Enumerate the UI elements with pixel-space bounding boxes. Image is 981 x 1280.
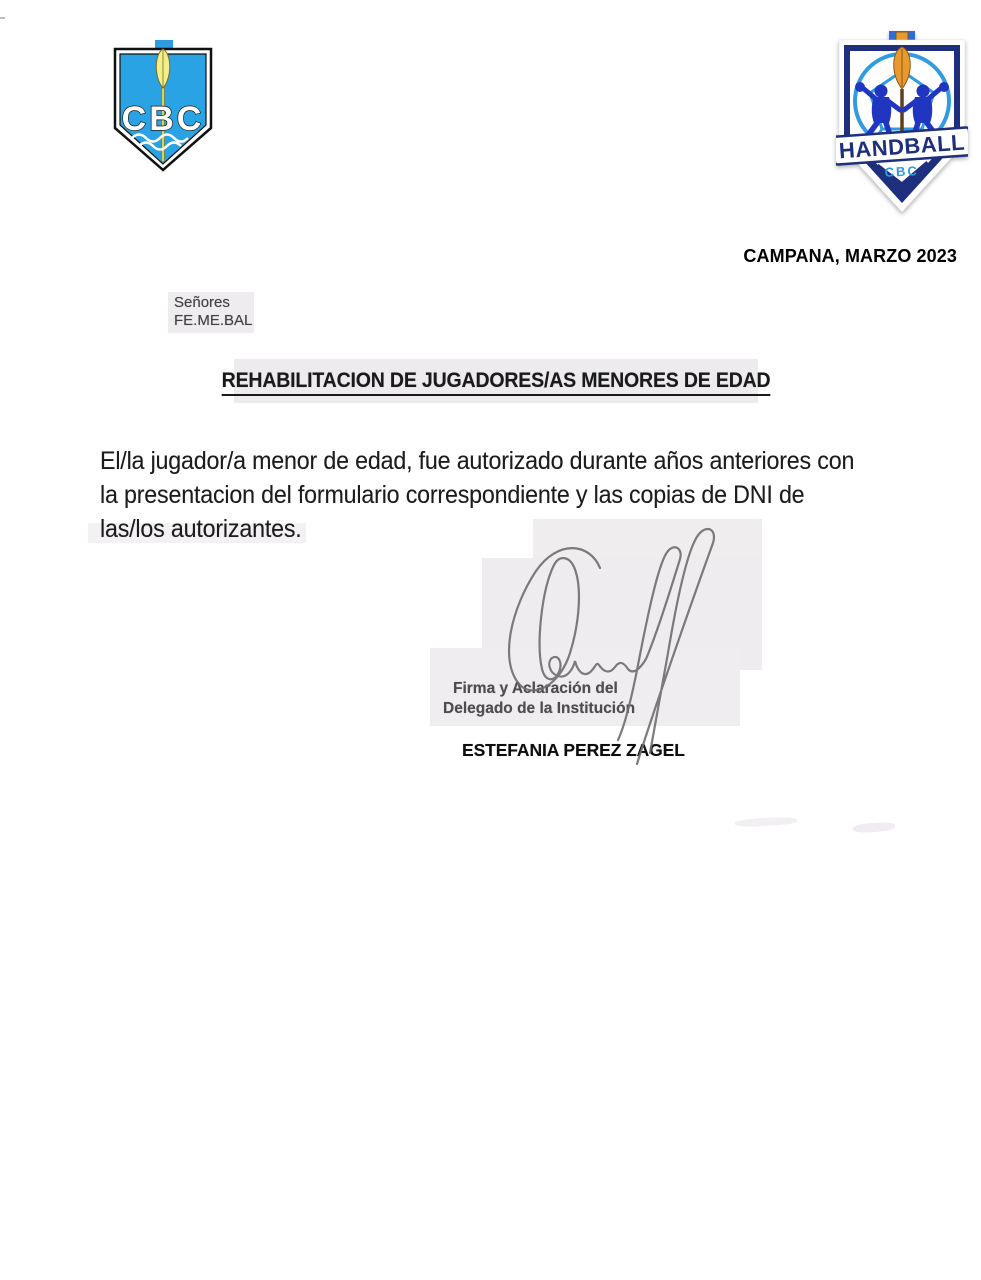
signatory-name: ESTEFANIA PEREZ ZAGEL [462, 740, 685, 760]
document-title-strip [221, 359, 771, 403]
body-line: El/la jugador/a menor de edad, fue autorizado durante años anteriores con [100, 447, 855, 475]
rowing-monogram-text: CBC [121, 100, 205, 138]
recipient-block [168, 292, 254, 333]
handball-club-logo [836, 31, 968, 215]
body-line: la presentacion del formulario correspondiente y las copias de DNI de [100, 481, 805, 509]
date-line: CAMPANA, MARZO 2023 [743, 246, 957, 266]
rowing-club-logo [112, 40, 214, 176]
signature-caption-line1: Firma y Aclaración del [453, 680, 618, 697]
recipient-salutation: Señores [174, 294, 230, 311]
handball-wordmark: HANDBALL [838, 129, 966, 164]
signature-scribble [428, 513, 728, 775]
body-line: las/los autorizantes. [100, 515, 302, 543]
document-title: REHABILITACION DE JUGADORES/AS MENORES DE EDAD [222, 369, 771, 396]
handball-submark: CBC [884, 163, 920, 180]
recipient-organization: FE.ME.BAL [174, 312, 253, 329]
signature-caption-line2: Delegado de la Institución [443, 700, 636, 717]
scan-artifact-smudge [735, 816, 797, 827]
scan-artifact-corner [0, 17, 5, 19]
scan-artifact-smudge [853, 822, 896, 834]
